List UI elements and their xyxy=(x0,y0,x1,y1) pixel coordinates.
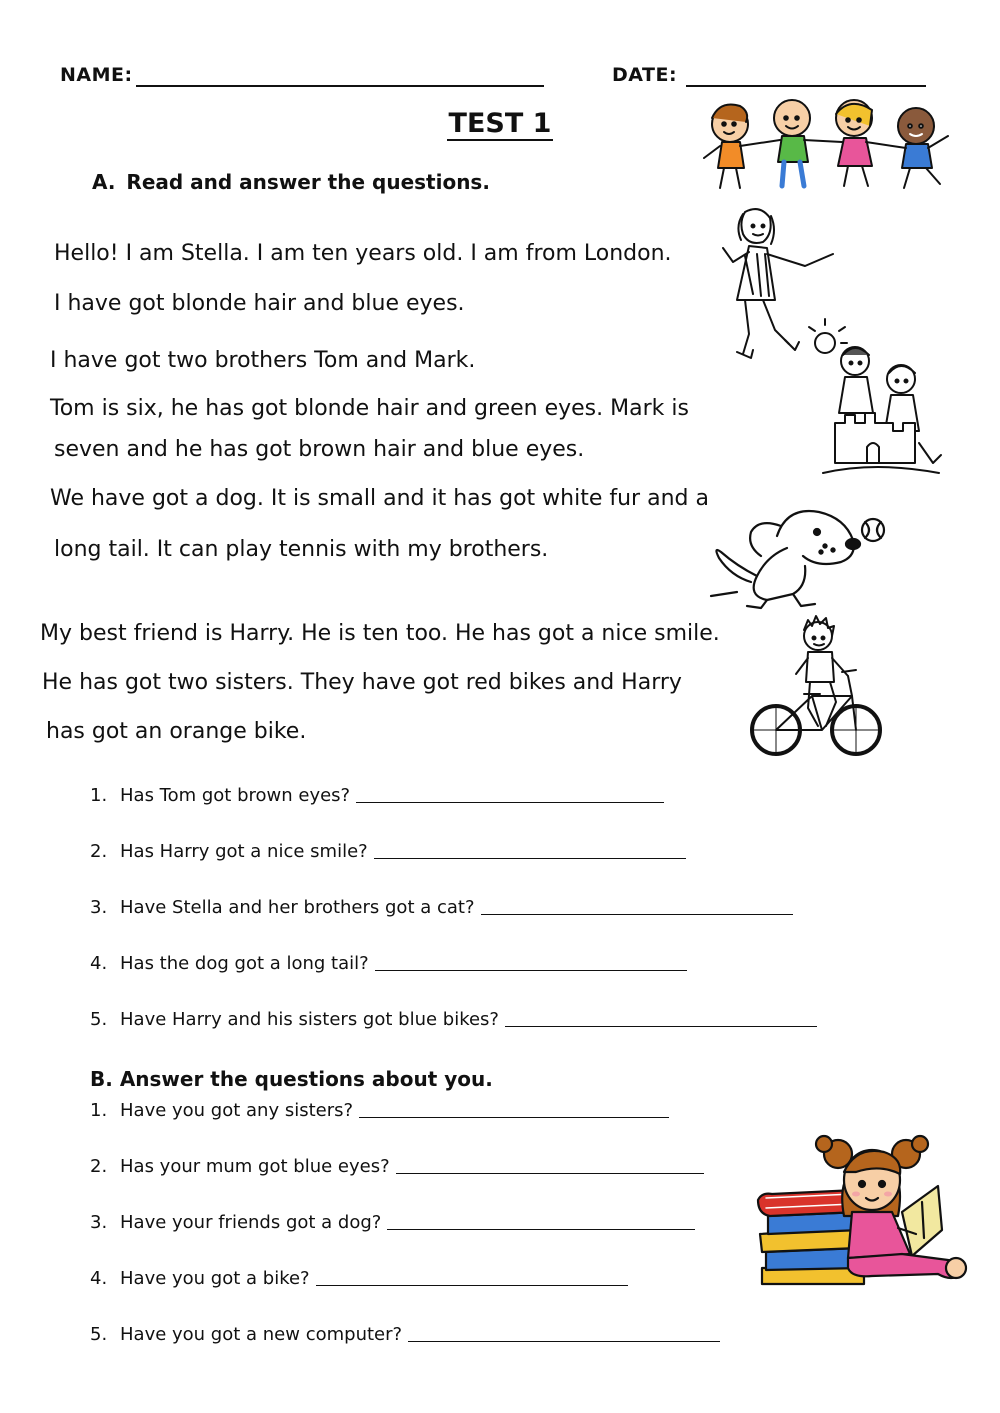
question-a3: 3. Have Stella and her brothers got a cat? xyxy=(90,897,793,918)
section-a-title: Read and answer the questions. xyxy=(126,170,490,194)
answer-line[interactable] xyxy=(356,802,664,803)
dog-tennis-ball-icon xyxy=(707,496,887,614)
kids-holding-hands-icon xyxy=(700,96,955,194)
name-field[interactable] xyxy=(136,85,544,87)
girl-reading-books-icon xyxy=(752,1128,970,1290)
story-line: Hello! I am Stella. I am ten years old. I am from London. xyxy=(54,241,672,266)
story-line: has got an orange bike. xyxy=(46,719,307,744)
story-line: I have got blonde hair and blue eyes. xyxy=(54,291,465,316)
story-line: long tail. It can play tennis with my brothers. xyxy=(54,537,549,562)
section-a-label: A. xyxy=(92,170,116,194)
answer-line[interactable] xyxy=(481,914,793,915)
question-a1: 1. Has Tom got brown eyes? xyxy=(90,785,664,806)
question-a5: 5. Have Harry and his sisters got blue bikes? xyxy=(90,1009,817,1030)
answer-line[interactable] xyxy=(316,1285,628,1286)
question-b1: 1. Have you got any sisters? xyxy=(90,1100,669,1121)
answer-line[interactable] xyxy=(375,970,687,971)
story-line: We have got a dog. It is small and it has got white fur and a xyxy=(50,486,709,511)
question-b5: 5. Have you got a new computer? xyxy=(90,1324,720,1345)
page-title: TEST 1 xyxy=(448,108,552,139)
question-b2: 2. Has your mum got blue eyes? xyxy=(90,1156,704,1177)
answer-line[interactable] xyxy=(408,1341,720,1342)
answer-line[interactable] xyxy=(374,858,686,859)
sandcastle-boys-icon xyxy=(815,323,943,483)
answer-line[interactable] xyxy=(387,1229,695,1230)
question-a4: 4. Has the dog got a long tail? xyxy=(90,953,687,974)
story-line: I have got two brothers Tom and Mark. xyxy=(50,348,476,373)
section-b-heading xyxy=(90,1067,493,1091)
story-line: Tom is six, he has got blonde hair and green eyes. Mark is xyxy=(50,396,689,421)
story-line: seven and he has got brown hair and blue eyes. xyxy=(54,437,585,462)
question-a2: 2. Has Harry got a nice smile? xyxy=(90,841,686,862)
date-label: DATE: xyxy=(612,64,678,86)
story-line: My best friend is Harry. He is ten too. He has got a nice smile. xyxy=(40,621,720,646)
question-b4: 4. Have you got a bike? xyxy=(90,1268,628,1289)
date-field[interactable] xyxy=(686,85,926,87)
answer-line[interactable] xyxy=(396,1173,704,1174)
boy-on-bike-icon xyxy=(752,614,882,764)
answer-line[interactable] xyxy=(359,1117,669,1118)
answer-line[interactable] xyxy=(505,1026,817,1027)
name-label: NAME: xyxy=(60,64,133,86)
question-b3: 3. Have your friends got a dog? xyxy=(90,1212,695,1233)
story-line: He has got two sisters. They have got red bikes and Harry xyxy=(42,670,682,695)
section-b-title: Answer the questions about you. xyxy=(119,1067,493,1091)
section-b-label: B. xyxy=(90,1067,113,1091)
section-a-heading xyxy=(92,170,490,194)
